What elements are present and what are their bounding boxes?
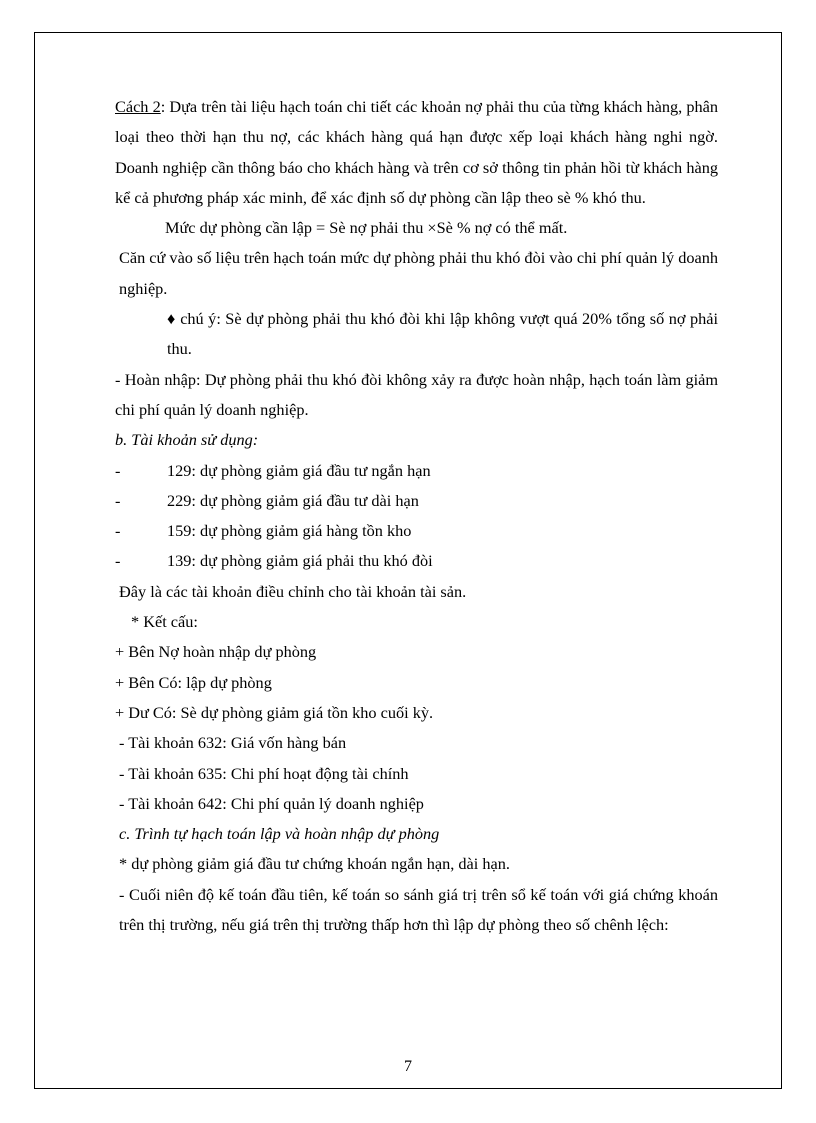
method-2-paragraph <box>115 92 718 213</box>
structure-debit: + Bên Nợ hoàn nhập dự phòng <box>115 642 317 662</box>
formula-line: Mức dự phòng cần lập = Sè nợ phải thu ×Sè % nợ có thể mất. <box>165 218 568 238</box>
list-dash: - <box>115 490 121 510</box>
accounts-list <box>115 456 718 577</box>
adjust-note: Đây là các tài khoản điều chỉnh cho tài khoản tài sản. <box>119 581 467 601</box>
list-dash: - <box>115 551 121 571</box>
account-text: 139: dự phòng giảm giá phải thu khó đòi <box>167 551 433 571</box>
account-text: 229: dự phòng giảm giá đầu tư dài hạn <box>167 490 419 510</box>
page-number: 7 <box>404 1058 412 1075</box>
reversal-paragraph: - Hoàn nhập: Dự phòng phải thu khó đòi không xảy ra được hoàn nhập, hạch toán làm giảm chi phí quản lý doanh nghiệp. <box>115 369 718 419</box>
securities-title: * dự phòng giảm giá đầu tư chứng khoán ngắn hạn, dài hạn. <box>119 854 510 874</box>
note-text: ♦ chú ý: Sè dự phòng phải thu khó đòi khi lập không vượt quá 20% tổng số nợ phải thu. <box>167 309 718 359</box>
list-dash: - <box>115 460 121 480</box>
section-c-heading: c. Trình tự hạch toán lập và hoàn nhập dự phòng <box>119 824 440 844</box>
list-item <box>115 516 718 546</box>
related-account-632: - Tài khoản 632: Giá vốn hàng bán <box>119 733 347 753</box>
structure-title: * Kết cấu: <box>131 612 198 632</box>
structure-credit: + Bên Có: lập dự phòng <box>115 672 272 692</box>
account-text: 129: dự phòng giảm giá đầu tư ngắn hạn <box>167 460 431 480</box>
list-dash: - <box>115 521 121 541</box>
account-text: 159: dự phòng giảm giá hàng tồn kho <box>167 521 412 541</box>
list-item <box>115 486 718 516</box>
structure-balance: + Dư Có: Sè dự phòng giảm giá tồn kho cuối kỳ. <box>115 702 434 722</box>
document-body <box>115 92 718 940</box>
list-item <box>115 546 718 576</box>
note-paragraph <box>115 304 718 365</box>
related-account-635: - Tài khoản 635: Chi phí hoạt động tài chính <box>119 763 409 783</box>
list-item <box>115 456 718 486</box>
method-2-text: : Dựa trên tài liệu hạch toán chi tiết các khoản nợ phải thu của từng khách hàng, phân loại theo thời hạn thu nợ, các khách hàng quá hạn được xếp loại khách hàng nghi ngờ. Doanh nghiệp cần thông báo cho khách hàng và trên cơ sở thông tin phản hồi từ khách hàng kể cả phương pháp xác minh, để xác định số dự phòng cần lập theo sè % khó thu. <box>115 97 718 207</box>
basis-paragraph: Căn cứ vào số liệu trên hạch toán mức dự phòng phải thu khó đòi vào chi phí quản lý doanh nghiệp. <box>119 248 718 298</box>
section-b-heading: b. Tài khoản sử dụng: <box>115 430 259 450</box>
method-2-label: Cách 2 <box>115 97 161 116</box>
securities-paragraph: - Cuối niên độ kế toán đầu tiên, kế toán so sánh giá trị trên sổ kế toán với giá chứng khoán trên thị trường, nếu giá trên thị trường thấp hơn thì lập dự phòng theo số chênh lệch: <box>119 884 718 935</box>
related-account-642: - Tài khoản 642: Chi phí quản lý doanh nghiệp <box>119 793 424 813</box>
